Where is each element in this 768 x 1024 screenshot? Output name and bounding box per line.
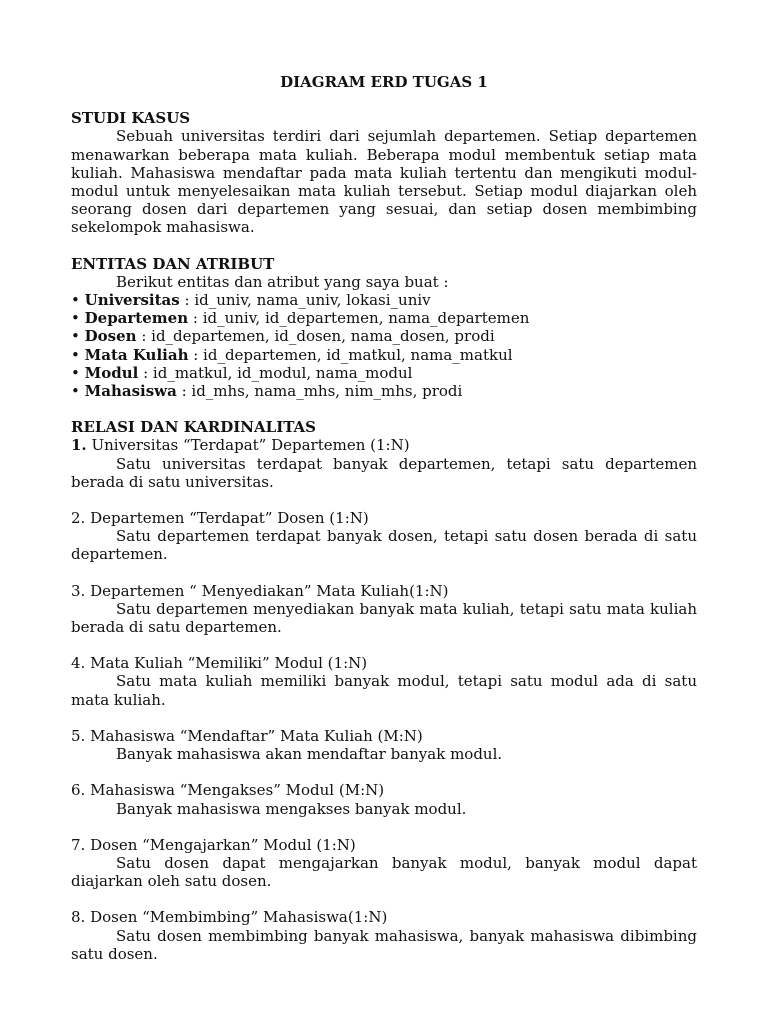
relation-label: Mata Kuliah “Memiliki” Modul (1:N) — [85, 654, 368, 673]
relation-label: Mahasiswa “Mengakses” Modul (M:N) — [85, 781, 385, 800]
entity-attributes: : id_mhs, nama_mhs, nim_mhs, prodi — [176, 382, 463, 401]
studi-kasus-paragraph: Sebuah universitas terdiri dari sejumlah departemen. Setiap departemen menawarkan beberapa mata kuliah. Beberapa modul membentuk setiap mata kuliah. Mahasiswa mendaftar pada mata kuliah tertentu dan mengikuti modul-modul untuk menyelesaikan mata kuliah tersebut. Setiap modul diajarkan oleh seorang dosen dari departemen yang sesuai, dan setiap dosen membimbing sekelompok mahasiswa. — [71, 127, 697, 237]
relation-item-7 — [71, 836, 697, 891]
relation-number: 5. — [71, 726, 86, 745]
bullet-marker: • — [71, 291, 80, 310]
spacer — [71, 890, 697, 908]
entity-item-dosen — [71, 327, 697, 345]
entity-item-universitas — [71, 291, 697, 309]
relation-label: Mahasiswa “Mendaftar” Mata Kuliah (M:N) — [85, 726, 423, 745]
document-title: DIAGRAM ERD TUGAS 1 — [280, 73, 488, 91]
spacer — [71, 491, 697, 509]
relation-description: Satu departemen terdapat banyak dosen, tetapi satu dosen berada di satu departemen. — [71, 527, 697, 564]
relation-number: 2. — [71, 509, 86, 528]
entity-attributes: : id_departemen, id_dosen, nama_dosen, prodi — [136, 327, 495, 346]
relation-item-4 — [71, 654, 697, 709]
relation-title — [71, 654, 697, 672]
relation-title — [71, 436, 697, 454]
relation-number: 4. — [71, 654, 86, 673]
entity-name: Mata Kuliah — [84, 345, 189, 364]
bullet-marker: • — [71, 382, 80, 401]
relation-description: Satu dosen dapat mengajarkan banyak modul, banyak modul dapat diajarkan oleh satu dosen. — [71, 853, 697, 891]
spacer — [71, 818, 697, 836]
relation-title — [71, 727, 697, 745]
entity-name: Departemen — [84, 309, 189, 328]
relation-item-5 — [71, 727, 697, 763]
relation-label: Dosen “Membimbing” Mahasiswa(1:N) — [85, 908, 388, 927]
relation-label: Departemen “Terdapat” Dosen (1:N) — [85, 509, 369, 528]
spacer — [71, 636, 697, 654]
entity-attributes: : id_departemen, id_matkul, nama_matkul — [188, 345, 513, 364]
entity-attributes: : id_univ, id_departemen, nama_departemen — [188, 309, 530, 328]
relation-description: Banyak mahasiswa mengakses banyak modul. — [116, 799, 467, 818]
relation-title — [71, 509, 697, 527]
entity-attributes: : id_univ, nama_univ, lokasi_univ — [179, 291, 431, 310]
relation-title — [71, 582, 697, 600]
relation-description: Satu dosen membimbing banyak mahasiswa, banyak mahasiswa dibimbing satu dosen. — [71, 926, 697, 963]
document-body — [71, 73, 697, 963]
spacer — [71, 564, 697, 582]
relasi-heading: RELASI DAN KARDINALITAS — [71, 418, 317, 437]
entity-item-mata-kuliah — [71, 346, 697, 364]
relation-description: Satu departemen menyediakan banyak mata kuliah, tetapi satu mata kuliah berada di satu departemen. — [71, 599, 697, 637]
spacer — [71, 400, 697, 418]
relation-title — [71, 908, 697, 926]
entity-attributes: : id_matkul, id_modul, nama_modul — [138, 363, 413, 382]
bullet-marker: • — [71, 327, 80, 346]
relation-label: Departemen “ Menyediakan” Mata Kuliah(1:N) — [85, 581, 449, 600]
bullet-marker: • — [71, 309, 80, 328]
relation-number: 3. — [71, 581, 86, 600]
entitas-intro: Berikut entitas dan atribut yang saya buat : — [116, 272, 449, 291]
relation-title — [71, 781, 697, 799]
relation-label: Dosen “Mengajarkan” Modul (1:N) — [85, 835, 356, 854]
spacer — [71, 237, 697, 255]
relation-description: Banyak mahasiswa akan mendaftar banyak modul. — [116, 745, 503, 764]
entity-name: Modul — [84, 363, 139, 382]
bullet-marker: • — [71, 345, 80, 364]
entity-item-modul — [71, 364, 697, 382]
relation-label: Universitas “Terdapat” Departemen (1:N) — [86, 436, 410, 455]
relation-item-1 — [71, 436, 697, 491]
spacer — [71, 763, 697, 781]
relation-item-6 — [71, 781, 697, 817]
spacer — [71, 91, 697, 109]
bullet-marker: • — [71, 363, 80, 382]
entity-item-mahasiswa — [71, 382, 697, 400]
entitas-heading: ENTITAS DAN ATRIBUT — [71, 254, 275, 273]
relation-number: 1. — [71, 436, 87, 455]
relation-number: 6. — [71, 781, 86, 800]
relation-item-3 — [71, 582, 697, 637]
entity-name: Dosen — [84, 327, 137, 346]
relation-item-8 — [71, 908, 697, 963]
relation-description: Satu universitas terdapat banyak departemen, tetapi satu departemen berada di satu universitas. — [71, 454, 697, 491]
relation-description: Satu mata kuliah memiliki banyak modul, tetapi satu modul ada di satu mata kuliah. — [71, 672, 697, 709]
entity-name: Universitas — [84, 291, 180, 310]
relation-title — [71, 836, 697, 854]
relation-number: 7. — [71, 835, 86, 854]
entity-item-departemen — [71, 309, 697, 327]
relation-number: 8. — [71, 908, 86, 927]
studi-kasus-heading: STUDI KASUS — [71, 109, 191, 128]
relation-item-2 — [71, 509, 697, 564]
entity-name: Mahasiswa — [84, 382, 177, 401]
spacer — [71, 709, 697, 727]
